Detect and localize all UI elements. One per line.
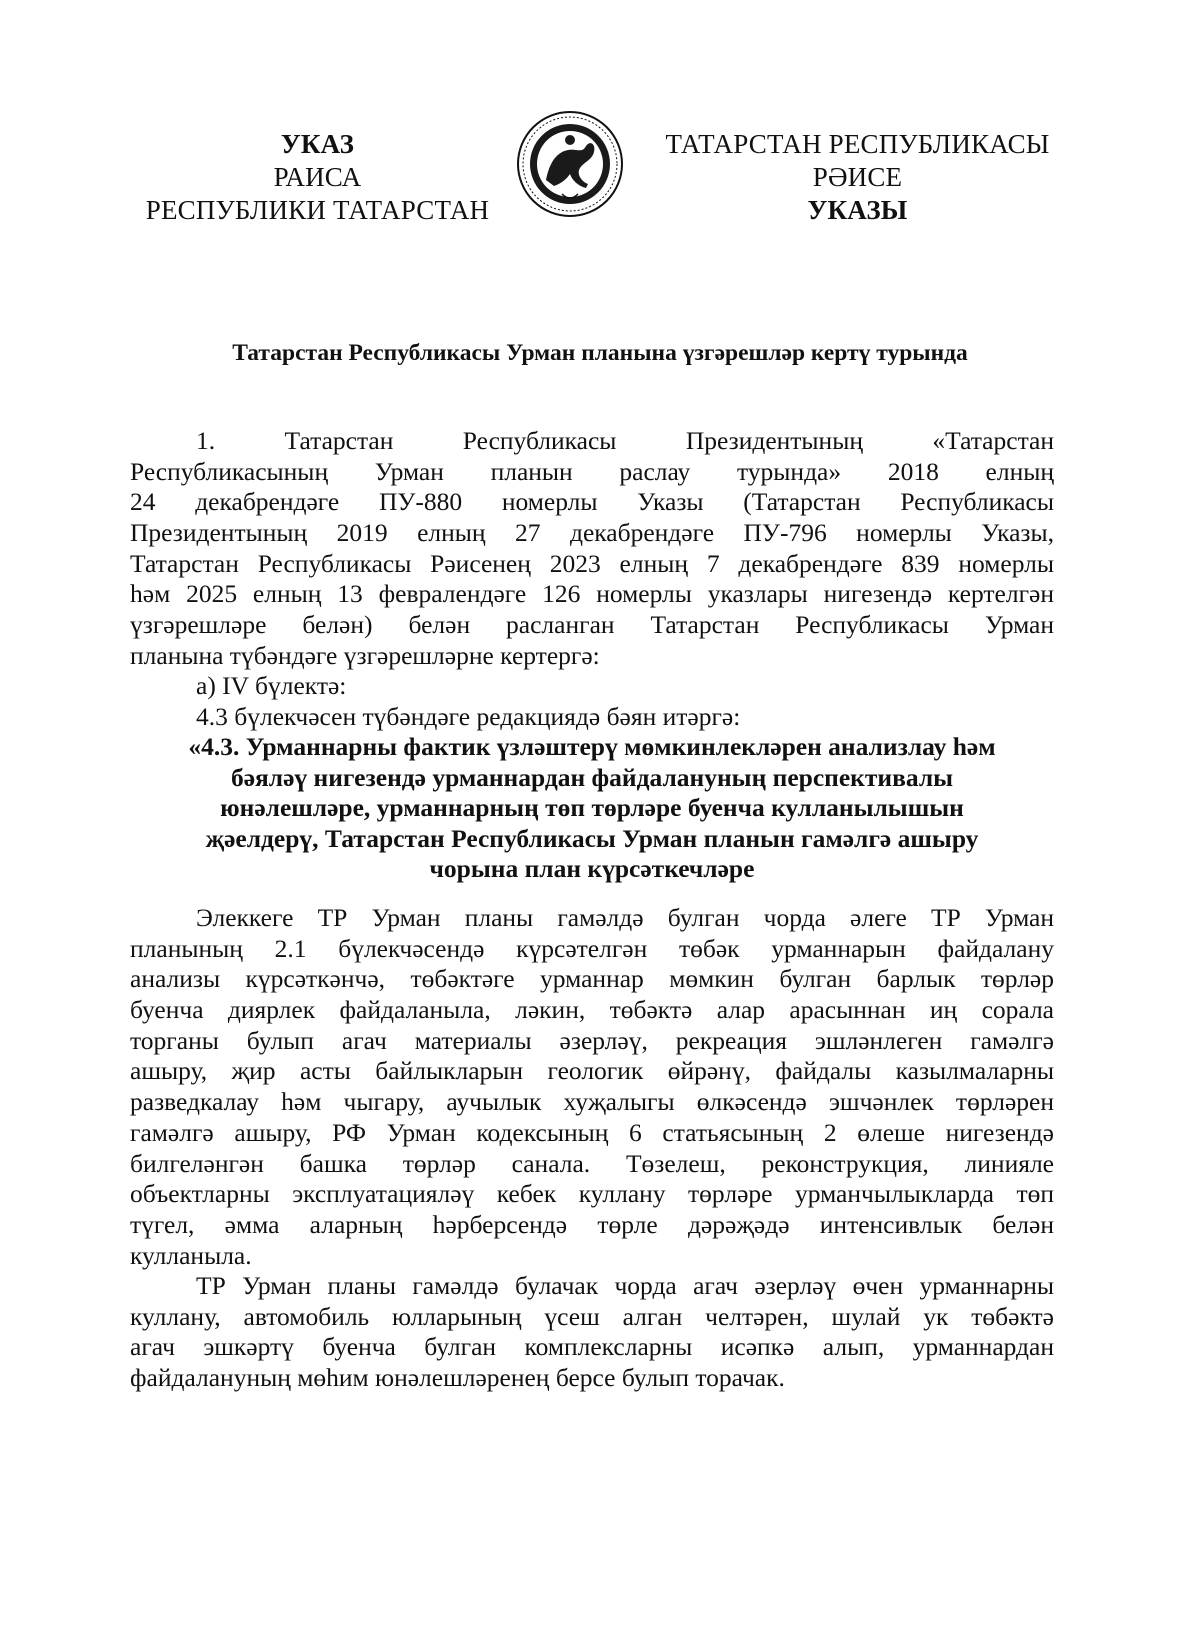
paragraph-3-line: куллану, автомобиль юлларының үсеш алган челтәрен, шулай ук төбәктә (130, 1301, 1054, 1331)
header-left-line-1: УКАЗ (280, 129, 355, 159)
paragraph-3-line: агач эшкәртү буенча булган комплексларны исәпкә алып, урманнардан (130, 1332, 1054, 1362)
paragraph-3-line: ТР Урман планы гамәлдә булачак чорда агач әзерләү өчен урманнарны (196, 1271, 1054, 1300)
paragraph-2-line: объектларны эксплуатацияләү кебек куллану төрләре урманчылыкларда төп (130, 1179, 1054, 1209)
document-title: Татарстан Республикасы Урман планына үзгәрешләр кертү турында (232, 340, 968, 366)
item-4-3: 4.3 бүлекчәсен түбәндәге редакциядә бәян итәргә: (196, 702, 741, 731)
header-left-line-2: РАИСА (273, 162, 362, 192)
paragraph-2-line: анализы күрсәткәнчә, төбәктәге урманнар мөмкин булган барлык төрләр (130, 964, 1054, 994)
paragraph-2-line: торганы булып агач материалы әзерләү, рекреация эшләнлеген гамәлгә (130, 1025, 1054, 1055)
paragraph-3 (130, 1271, 1054, 1394)
paragraph-1-line: 1. Татарстан Республикасы Президентының «Татарстан (196, 426, 1054, 455)
section-heading-line: бәяләү нигезендә урманнардан файдалануның перспективалы (230, 762, 954, 792)
header-right-line-1: ТАТАРСТАН РЕСПУБЛИКАСЫ (665, 129, 1050, 159)
paragraph-1-line: һәм 2025 елның 13 февралендәге 126 номерлы указлары нигезендә кертелгән (130, 579, 1054, 609)
header-right (660, 128, 1055, 227)
section-heading-line: юнәлешләре, урманнарның төп төрләре буенча кулланылышын (220, 793, 964, 822)
item-a: а) IV бүлектә: (196, 671, 347, 700)
paragraph-3-line: файдалануның мөһим юнәлешләренең берсе булып торачак. (130, 1363, 785, 1393)
section-heading-line: җәелдерү, Татарстан Республикасы Урман планын гамәлгә ашыру (205, 823, 979, 853)
header-left-line-3: РЕСПУБЛИКИ ТАТАРСТАН (145, 195, 490, 225)
section-heading (130, 732, 1054, 885)
paragraph-1-line: үзгәрешләре белән) белән расланган Татарстан Республикасы Урман (130, 610, 1054, 640)
paragraph-1-line: 24 декабрендәге ПУ-880 номерлы Указы (Татарстан Республикасы (130, 487, 1054, 517)
paragraph-1-line: Президентының 2019 елның 27 декабрендәге ПУ-796 номерлы Указы, (130, 518, 1054, 548)
paragraph-2-line: гамәлгә ашыру, РФ Урман кодексының 6 статьясының 2 өлеше нигезендә (130, 1117, 1054, 1147)
header-right-line-3: УКАЗЫ (807, 195, 908, 225)
paragraph-2-line: планының 2.1 бүлекчәсендә күрсәтелгән төбәк урманнарын файдалану (130, 933, 1054, 963)
paragraph-2-line: түгел, әмма аларның һәрберсендә төрле дәрәҗәдә интенсивлык белән (130, 1209, 1054, 1239)
paragraph-1-line: планына түбәндәге үзгәрешләрне кертергә: (130, 640, 600, 670)
paragraph-1 (130, 426, 1054, 672)
paragraph-1-line: Республикасының Урман планын раслау турында» 2018 елның (130, 456, 1054, 486)
paragraph-2-line: кулланыла. (130, 1240, 252, 1270)
header-left (140, 128, 495, 227)
tatarstan-emblem-icon (516, 110, 624, 218)
section-heading-line: чорына план күрсәткечләре (429, 854, 755, 883)
header-right-line-2: РӘИСЕ (812, 162, 903, 192)
paragraph-2-line: буенча диярлек файдаланыла, ләкин, төбәктә алар арасыннан иң сорала (130, 995, 1054, 1025)
section-heading-line: «4.3. Урманнарны фактик үзләштерү мөмкинлекләрен анализлау һәм (188, 732, 996, 761)
paragraph-2 (130, 903, 1054, 1271)
paragraph-1-line: Татарстан Республикасы Рәисенең 2023 елның 7 декабрендәге 839 номерлы (130, 548, 1054, 578)
paragraph-2-line: Элеккеге ТР Урман планы гамәлдә булган чорда әлеге ТР Урман (196, 903, 1054, 932)
paragraph-2-line: ашыру, җир асты байлыкларын геологик өйрәнү, файдалы казылмаларны (130, 1056, 1054, 1086)
paragraph-2-line: билгеләнгән башка төрләр санала. Төзелеш, реконструкция, линияле (130, 1148, 1054, 1178)
paragraph-2-line: разведкалау һәм чыгару, аучылык хуҗалыгы өлкәсендә эшчәнлек төрләрен (130, 1087, 1054, 1117)
